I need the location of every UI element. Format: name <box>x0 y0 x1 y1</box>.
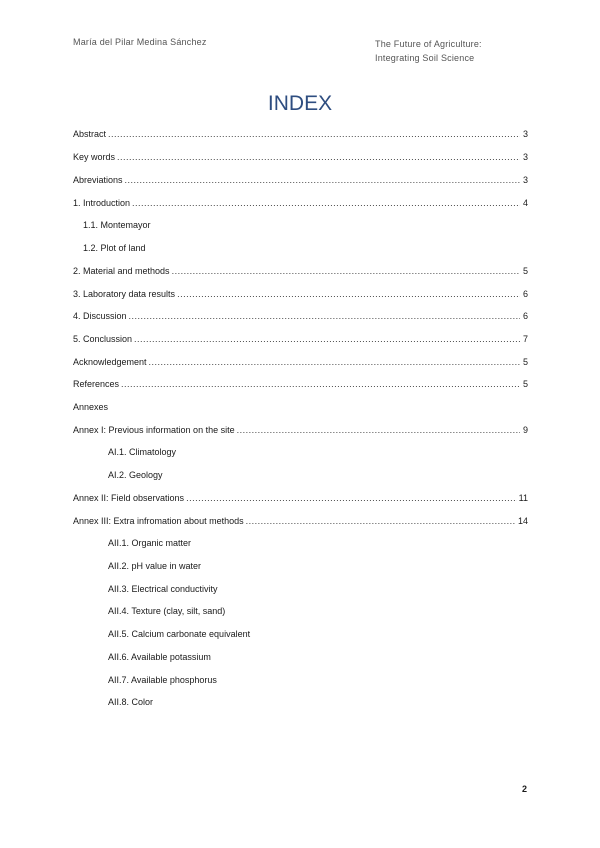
toc-leader-dots <box>237 423 520 437</box>
toc-entry-page: 5 <box>522 266 528 276</box>
toc-entry-label: AII.5. Calcium carbonate equivalent <box>108 629 251 639</box>
toc-entry-plot-of-land[interactable] <box>73 241 528 255</box>
toc-entry-references[interactable] <box>73 377 528 391</box>
toc-entry-page: 3 <box>522 129 528 139</box>
toc-entry-label: Annex II: Field observations <box>73 493 185 503</box>
toc-entry-label: Annex III: Extra infromation about methods <box>73 516 244 526</box>
toc-entry-introduction[interactable] <box>73 196 528 210</box>
toc-entry-climatology[interactable] <box>73 445 528 459</box>
toc-leader-dots <box>132 196 520 210</box>
toc-entry-electrical-conductivity[interactable] <box>73 582 528 596</box>
toc-entry-montemayor[interactable] <box>73 218 528 232</box>
toc-entry-discussion[interactable] <box>73 309 528 323</box>
toc-entry-label: 1. Introduction <box>73 198 131 208</box>
toc-entry-label: Annex I: Previous information on the site <box>73 425 235 435</box>
toc-entry-color[interactable] <box>73 695 528 709</box>
toc-entry-acknowledgement[interactable] <box>73 355 528 369</box>
toc-entry-label: AI.1. Climatology <box>108 447 177 457</box>
toc-entry-geology[interactable] <box>73 468 528 482</box>
toc-leader-dots <box>129 309 520 323</box>
toc-entry-label: 1.2. Plot of land <box>83 243 146 253</box>
toc-entry-page: 4 <box>522 198 528 208</box>
toc-leader-dots <box>108 127 520 141</box>
toc-entry-label: AII.4. Texture (clay, silt, sand) <box>108 606 226 616</box>
toc-entry-abstract[interactable] <box>73 127 528 141</box>
toc-entry-texture[interactable] <box>73 604 528 618</box>
toc-entry-page: 3 <box>522 152 528 162</box>
toc-entry-label: Abreviations <box>73 175 123 185</box>
toc-entry-calcium-carbonate[interactable] <box>73 627 528 641</box>
toc-entry-label: 5. Conclussion <box>73 334 133 344</box>
toc-leader-dots <box>121 377 520 391</box>
toc-leader-dots <box>177 287 520 301</box>
toc-entry-page: 9 <box>522 425 528 435</box>
toc-entry-organic-matter[interactable] <box>73 536 528 550</box>
toc-entry-label: AII.7. Available phosphorus <box>108 675 217 685</box>
toc-entry-label: Acknowledgement <box>73 357 147 367</box>
toc-entry-label: 3. Laboratory data results <box>73 289 176 299</box>
toc-entry-annex-ii[interactable] <box>73 491 528 505</box>
toc-leader-dots <box>186 491 517 505</box>
toc-leader-dots <box>125 173 520 187</box>
toc-entry-ph-value[interactable] <box>73 559 528 573</box>
toc-entry-available-phosphorus[interactable] <box>73 673 528 687</box>
toc-entry-page: 3 <box>522 175 528 185</box>
page-number: 2 <box>522 784 528 794</box>
toc-entry-page: 5 <box>522 379 528 389</box>
toc-entry-label: AII.3. Electrical conductivity <box>108 584 218 594</box>
toc-entry-label: References <box>73 379 120 389</box>
toc-leader-dots <box>172 264 520 278</box>
toc-leader-dots <box>246 514 516 528</box>
toc-entry-annexes <box>73 400 528 414</box>
toc-leader-dots <box>149 355 520 369</box>
toc-entry-label: AII.2. pH value in water <box>108 561 202 571</box>
header-author: María del Pilar Medina Sánchez <box>73 37 207 47</box>
toc-entry-label: Abstract <box>73 129 107 139</box>
page-title: INDEX <box>267 92 333 115</box>
toc-entry-page: 7 <box>522 334 528 344</box>
toc-entry-page: 5 <box>522 357 528 367</box>
toc-entry-abreviations[interactable] <box>73 173 528 187</box>
toc-entry-label: 4. Discussion <box>73 311 127 321</box>
header-document-title <box>375 37 482 65</box>
toc-entry-page: 6 <box>522 311 528 321</box>
toc-entry-available-potassium[interactable] <box>73 650 528 664</box>
toc-entry-annex-iii[interactable] <box>73 514 528 528</box>
toc-leader-dots <box>134 332 520 346</box>
toc-leader-dots <box>117 150 520 164</box>
toc-entry-label: Annexes <box>73 402 109 412</box>
toc-entry-label: AII.8. Color <box>108 697 154 707</box>
toc-entry-label: 1.1. Montemayor <box>83 220 151 230</box>
toc-entry-page: 14 <box>517 516 528 526</box>
toc-entry-label: Key words <box>73 152 116 162</box>
toc-entry-label: 2. Material and methods <box>73 266 170 276</box>
toc-entry-label: AII.1. Organic matter <box>108 538 192 548</box>
toc-entry-material-and-methods[interactable] <box>73 264 528 278</box>
header-title-line1: The Future of Agriculture: <box>375 39 482 49</box>
header-title-line2: Integrating Soil Science <box>375 53 475 63</box>
toc-entry-laboratory-data-results[interactable] <box>73 287 528 301</box>
toc-entry-annex-i[interactable] <box>73 423 528 437</box>
toc-entry-label: AII.6. Available potassium <box>108 652 211 662</box>
toc-entry-page: 6 <box>522 289 528 299</box>
toc-entry-page: 11 <box>518 493 528 503</box>
toc-entry-key-words[interactable] <box>73 150 528 164</box>
toc-entry-conclussion[interactable] <box>73 332 528 346</box>
toc-entry-label: AI.2. Geology <box>108 470 163 480</box>
